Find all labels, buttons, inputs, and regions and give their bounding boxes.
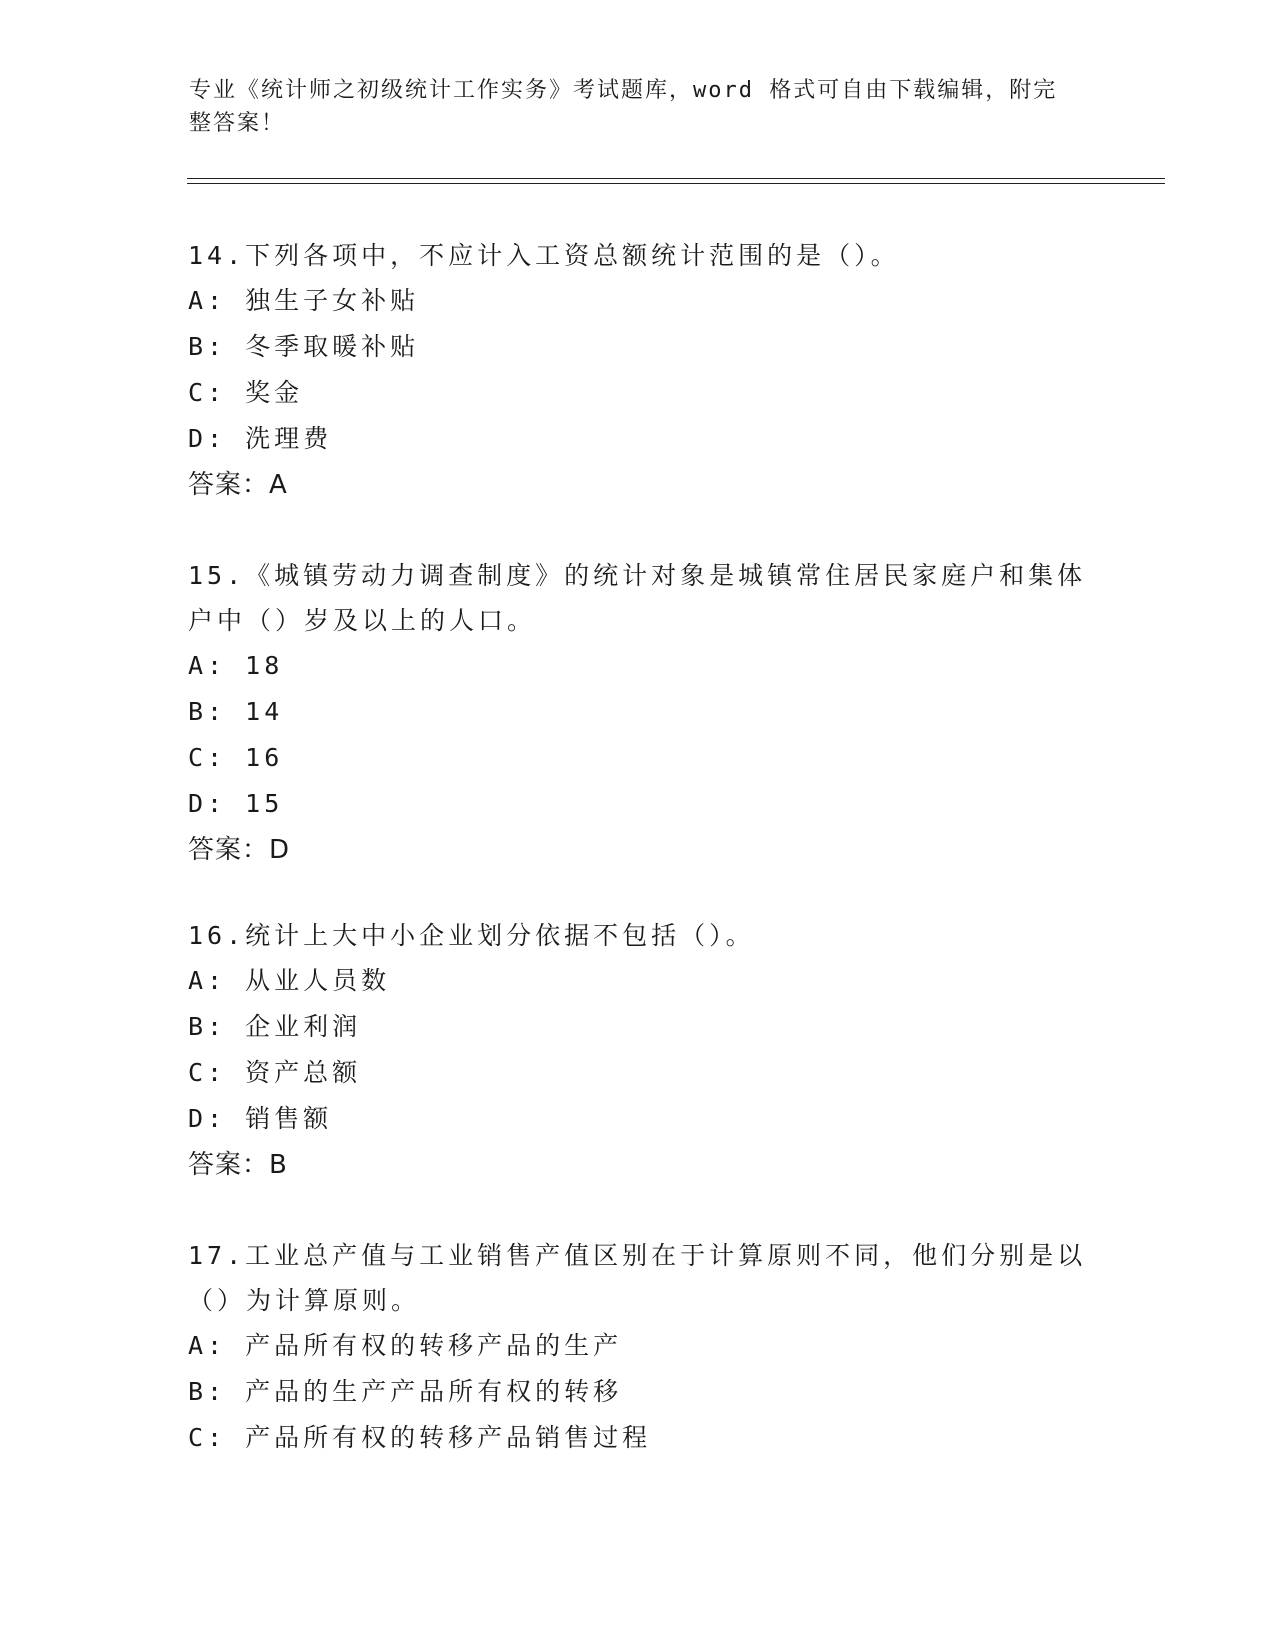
option-d: D: 销售额 [188, 1104, 333, 1133]
answer-label: 答案：B [188, 1150, 288, 1180]
header-divider-top [187, 178, 1165, 179]
option-b: B: 14 [188, 697, 284, 726]
option-b: B: 产品的生产产品所有权的转移 [188, 1377, 623, 1406]
question-text-line-1: 15.《城镇劳动力调查制度》的统计对象是城镇常住居民家庭户和集体 [188, 561, 1087, 590]
question-text: 16.统计上大中小企业划分依据不包括（）。 [188, 921, 755, 950]
option-a: A: 独生子女补贴 [188, 286, 420, 315]
question-text-line-1: 17.工业总产值与工业销售产值区别在于计算原则不同，他们分别是以 [188, 1241, 1087, 1270]
document-header [189, 74, 1069, 140]
question-text-line-2: 户中（）岁及以上的人口。 [188, 606, 537, 635]
header-divider-bottom [187, 183, 1165, 184]
option-a: A: 18 [188, 651, 284, 680]
question-16 [188, 913, 1088, 1188]
question-14 [188, 233, 1088, 508]
option-d: D: 15 [188, 789, 284, 818]
option-b: B: 冬季取暖补贴 [188, 332, 420, 361]
option-b: B: 企业利润 [188, 1012, 362, 1041]
option-c: C: 奖金 [188, 378, 304, 407]
option-c: C: 资产总额 [188, 1058, 362, 1087]
header-line-1: 专业《统计师之初级统计工作实务》考试题库，word 格式可自由下载编辑，附完 [189, 78, 1058, 103]
question-15 [188, 553, 1088, 873]
option-c: C: 16 [188, 743, 284, 772]
question-text: 14.下列各项中，不应计入工资总额统计范围的是（）。 [188, 241, 900, 270]
answer-label: 答案：A [188, 470, 288, 500]
answer-label: 答案：D [188, 835, 291, 865]
header-line-2: 整答案！ [189, 111, 286, 136]
option-d: D: 洗理费 [188, 424, 333, 453]
option-c: C: 产品所有权的转移产品销售过程 [188, 1423, 652, 1452]
question-text-line-2: （）为计算原则。 [188, 1286, 421, 1315]
option-a: A: 产品所有权的转移产品的生产 [188, 1331, 623, 1360]
question-17 [188, 1233, 1088, 1461]
option-a: A: 从业人员数 [188, 966, 391, 995]
